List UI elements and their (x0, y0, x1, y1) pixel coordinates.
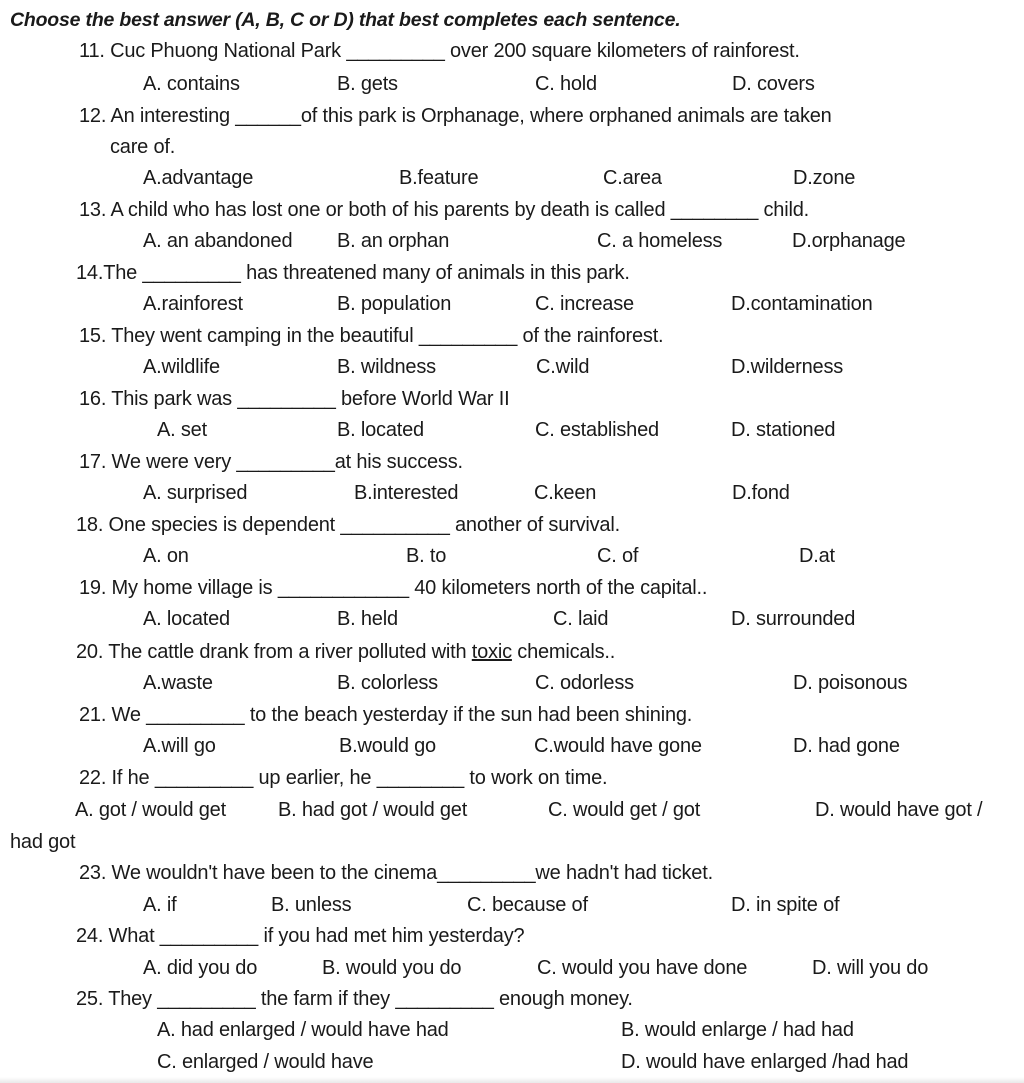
q25-option-c: C. enlarged / would have (157, 1051, 374, 1073)
q24-option-a: A. did you do (143, 957, 258, 979)
q15-option-a: A.wildlife (143, 356, 220, 378)
q11-option-d: D. covers (732, 73, 815, 95)
q17-option-d: D.fond (732, 482, 790, 504)
q20-option-b: B. colorless (337, 672, 438, 694)
q14-option-b: B. population (337, 293, 452, 315)
q14-option-d: D.contamination (731, 293, 873, 315)
q21-option-d: D. had gone (793, 735, 900, 757)
question-18: 18. One species is dependent __________ another of survival. (76, 514, 620, 536)
q13-option-d: D.orphanage (792, 230, 906, 252)
q20-option-c: C. odorless (535, 672, 634, 694)
q24-option-c: C. would you have done (537, 957, 748, 979)
question-12: 12. An interesting ______of this park is Orphanage, where orphaned animals are taken (79, 105, 832, 127)
question-25: 25. They _________ the farm if they _________ enough money. (76, 988, 633, 1010)
q23-option-b: B. unless (271, 894, 352, 916)
q22-option-d-wrap: had got (10, 831, 76, 853)
q16-option-b: B. located (337, 419, 424, 441)
question-16: 16. This park was _________ before World War II (79, 388, 510, 410)
q16-option-a: A. set (157, 419, 207, 441)
question-22: 22. If he _________ up earlier, he ________ to work on time. (79, 767, 608, 789)
q23-option-d: D. in spite of (731, 894, 840, 916)
underlined-word-toxic: toxic (471, 641, 512, 663)
q12-option-c: C.area (603, 167, 662, 189)
q11-option-b: B. gets (337, 73, 398, 95)
q22-option-c: C. would get / got (548, 799, 701, 821)
q13-option-b: B. an orphan (337, 230, 450, 252)
q15-option-c: C.wild (536, 356, 590, 378)
question-17: 17. We were very _________at his success. (79, 451, 463, 473)
q21-option-a: A.will go (143, 735, 216, 757)
question-15: 15. They went camping in the beautiful _________ of the rainforest. (79, 325, 664, 347)
question-24: 24. What _________ if you had met him yesterday? (76, 925, 525, 947)
q21-option-b: B.would go (339, 735, 436, 757)
question-12-cont: care of. (110, 136, 176, 158)
q21-option-c: C.would have gone (534, 735, 702, 757)
question-13: 13. A child who has lost one or both of his parents by death is called ________ child. (79, 199, 809, 221)
q13-option-a: A. an abandoned (143, 230, 293, 252)
question-14: 14.The _________ has threatened many of animals in this park. (76, 262, 630, 284)
question-20-text-a: 20. The cattle drank from a river polluted with (76, 641, 472, 663)
question-19: 19. My home village is ____________ 40 kilometers north of the capital.. (79, 577, 708, 599)
q16-option-d: D. stationed (731, 419, 836, 441)
q18-option-d: D.at (799, 545, 835, 567)
q12-option-b: B.feature (399, 167, 479, 189)
q24-option-d: D. will you do (812, 957, 929, 979)
page-bottom-edge (0, 1077, 1024, 1083)
question-23: 23. We wouldn't have been to the cinema_________we hadn't had ticket. (79, 862, 713, 884)
q19-option-c: C. laid (553, 608, 609, 630)
q15-option-d: D.wilderness (731, 356, 844, 378)
q19-option-a: A. located (143, 608, 230, 630)
q19-option-d: D. surrounded (731, 608, 856, 630)
q18-option-a: A. on (143, 545, 189, 567)
q16-option-c: C. established (535, 419, 659, 441)
q12-option-d: D.zone (793, 167, 856, 189)
q25-option-a: A. had enlarged / would have had (157, 1019, 449, 1041)
q12-option-a: A.advantage (143, 167, 254, 189)
q22-option-b: B. had got / would get (278, 799, 468, 821)
question-11: 11. Cuc Phuong National Park _________ over 200 square kilometers of rainforest. (79, 40, 800, 62)
q11-option-c: C. hold (535, 73, 597, 95)
q25-option-b: B. would enlarge / had had (621, 1019, 854, 1041)
q17-option-c: C.keen (534, 482, 597, 504)
q22-option-a: A. got / would get (75, 799, 226, 821)
question-20 (76, 640, 615, 664)
q14-option-a: A.rainforest (143, 293, 243, 315)
q20-option-d: D. poisonous (793, 672, 908, 694)
q17-option-a: A. surprised (143, 482, 248, 504)
q13-option-c: C. a homeless (597, 230, 723, 252)
q23-option-c: C. because of (467, 894, 588, 916)
q15-option-b: B. wildness (337, 356, 436, 378)
q14-option-c: C. increase (535, 293, 634, 315)
q19-option-b: B. held (337, 608, 398, 630)
question-20-text-b: chemicals.. (511, 641, 616, 663)
q20-option-a: A.waste (143, 672, 213, 694)
instructions-title: Choose the best answer (A, B, C or D) that best completes each sentence. (10, 9, 681, 31)
q18-option-b: B. to (406, 545, 447, 567)
q17-option-b: B.interested (354, 482, 459, 504)
q22-option-d: D. would have got / (815, 799, 983, 821)
q18-option-c: C. of (597, 545, 639, 567)
q23-option-a: A. if (143, 894, 177, 916)
q25-option-d: D. would have enlarged /had had (621, 1051, 909, 1073)
question-21: 21. We _________ to the beach yesterday if the sun had been shining. (79, 704, 693, 726)
q11-option-a: A. contains (143, 73, 240, 95)
q24-option-b: B. would you do (322, 957, 462, 979)
